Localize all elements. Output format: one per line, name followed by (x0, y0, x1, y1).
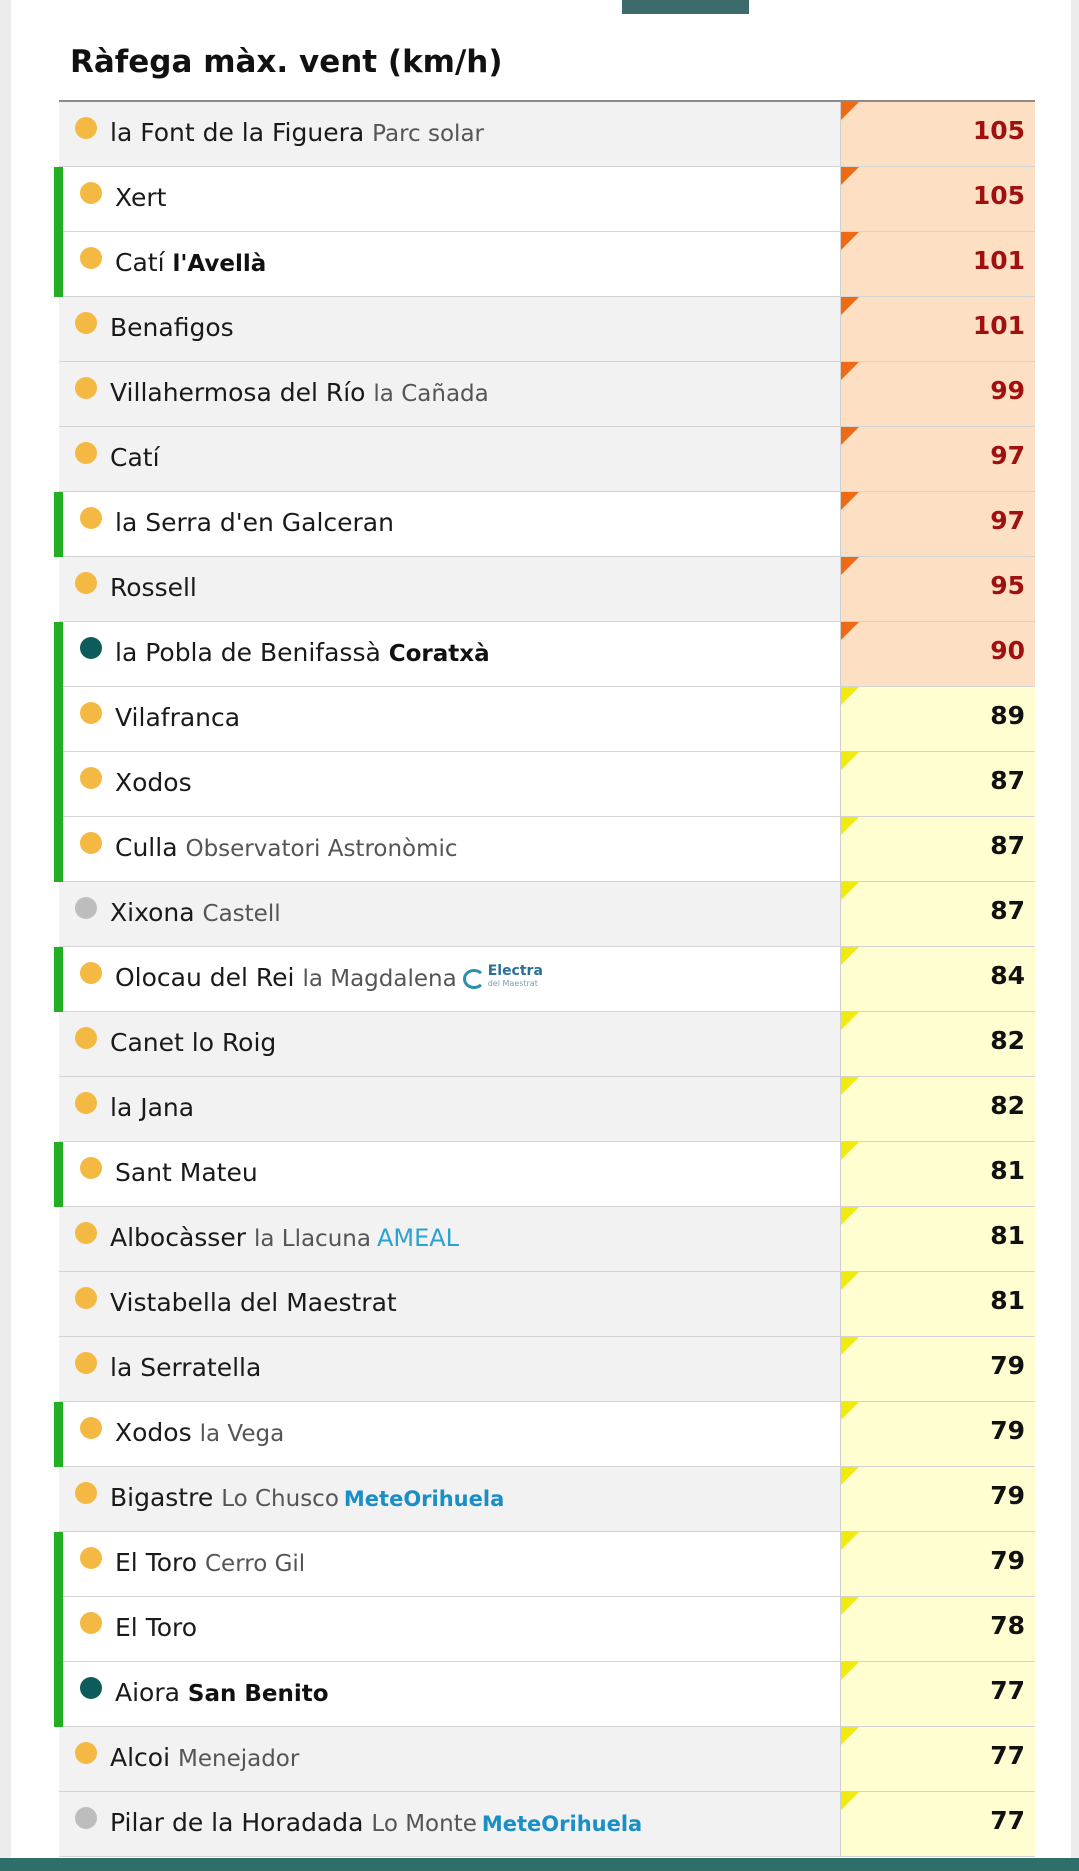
station-name: Sant Mateu (115, 1158, 258, 1187)
station-label[interactable] (110, 378, 489, 407)
station-cell (59, 1077, 841, 1141)
table-row[interactable] (59, 1402, 1035, 1467)
value-cell (841, 947, 1035, 1011)
status-dot-icon (80, 1547, 102, 1569)
page-frame-left (0, 0, 11, 1871)
value-cell (841, 1662, 1035, 1726)
value-cell (841, 167, 1035, 231)
station-label[interactable] (110, 1743, 299, 1772)
gust-value: 87 (990, 896, 1025, 925)
gust-value: 79 (990, 1351, 1025, 1380)
wind-gust-table (59, 100, 1035, 1857)
flag-icon (841, 297, 859, 315)
flag-icon (841, 1337, 859, 1355)
station-label[interactable] (115, 963, 549, 992)
station-name: El Toro (115, 1613, 198, 1642)
status-dot-icon (75, 117, 97, 139)
value-cell (841, 362, 1035, 426)
value-cell (841, 817, 1035, 881)
table-row[interactable] (59, 1142, 1035, 1207)
page-frame-right (1071, 0, 1079, 1871)
gust-value: 105 (972, 116, 1025, 145)
value-cell (841, 492, 1035, 556)
station-name: El Toro (115, 1548, 198, 1577)
station-sub: la Llacuna (253, 1226, 371, 1252)
table-row[interactable] (59, 1337, 1035, 1402)
flag-icon (841, 1142, 859, 1160)
table-row[interactable] (59, 427, 1035, 492)
station-name: Villahermosa del Río (110, 378, 366, 407)
station-name: Albocàsser (110, 1223, 246, 1252)
table-row[interactable] (59, 947, 1035, 1012)
status-dot-icon (80, 247, 102, 269)
station-cell (59, 1337, 841, 1401)
station-name: Olocau del Rei (115, 963, 295, 992)
flag-icon (841, 167, 859, 185)
status-dot-icon (80, 767, 102, 789)
gust-value: 87 (990, 766, 1025, 795)
value-cell (841, 687, 1035, 751)
gust-value: 79 (990, 1546, 1025, 1575)
table-row[interactable] (59, 1467, 1035, 1532)
station-label[interactable] (115, 703, 240, 732)
table-row[interactable] (59, 882, 1035, 947)
status-dot-icon (80, 832, 102, 854)
value-cell (841, 1727, 1035, 1791)
station-label[interactable] (110, 1288, 397, 1317)
flag-icon (841, 1272, 859, 1290)
status-dot-icon (75, 1482, 97, 1504)
status-dot-icon (75, 1742, 97, 1764)
station-cell (59, 102, 841, 166)
status-dot-icon (80, 1417, 102, 1439)
station-label[interactable] (110, 1353, 261, 1382)
gust-value: 77 (990, 1741, 1025, 1770)
table-row[interactable] (59, 557, 1035, 622)
gust-value: 79 (990, 1481, 1025, 1510)
flag-icon (841, 687, 859, 705)
value-cell (841, 1272, 1035, 1336)
flag-icon (841, 1012, 859, 1030)
value-cell (841, 427, 1035, 491)
gust-value: 105 (972, 181, 1025, 210)
value-cell (841, 557, 1035, 621)
status-dot-icon (75, 442, 97, 464)
flag-icon (841, 1662, 859, 1680)
station-label[interactable] (115, 1418, 284, 1447)
value-cell (841, 1077, 1035, 1141)
flag-icon (841, 1467, 859, 1485)
station-cell (59, 1207, 841, 1271)
station-name: Catí (115, 248, 165, 277)
table-row[interactable] (59, 1532, 1035, 1597)
value-cell (841, 1792, 1035, 1856)
status-dot-icon (80, 962, 102, 984)
gust-value: 95 (990, 571, 1025, 600)
station-cell (59, 1532, 841, 1596)
flag-icon (841, 492, 859, 510)
station-label[interactable] (115, 248, 266, 277)
status-dot-icon (75, 1287, 97, 1309)
gust-value: 77 (990, 1806, 1025, 1835)
status-dot-icon (80, 637, 102, 659)
station-label[interactable] (115, 1678, 329, 1707)
flag-icon (841, 1207, 859, 1225)
flag-icon (841, 947, 859, 965)
table-row[interactable] (59, 1272, 1035, 1337)
station-name: la Pobla de Benifassà (115, 638, 381, 667)
gust-value: 81 (990, 1156, 1025, 1185)
table-row[interactable] (59, 622, 1035, 687)
electra-logo-text: Electra (487, 963, 543, 979)
table-row[interactable] (59, 752, 1035, 817)
status-dot-icon (75, 897, 97, 919)
active-tab-indicator[interactable] (622, 0, 749, 14)
station-name: Culla (115, 833, 178, 862)
station-name: Xixona (110, 898, 195, 927)
station-label[interactable] (110, 1093, 194, 1122)
station-label[interactable] (110, 1028, 276, 1057)
flag-icon (841, 1077, 859, 1095)
station-cell (59, 1402, 841, 1466)
station-cell (59, 1727, 841, 1791)
station-sub: Lo Chusco (221, 1486, 339, 1512)
station-label[interactable] (110, 313, 234, 342)
value-cell (841, 1207, 1035, 1271)
flag-icon (841, 752, 859, 770)
station-cell (59, 1012, 841, 1076)
status-dot-icon (80, 1157, 102, 1179)
flag-icon (841, 1532, 859, 1550)
station-sub: Menejador (178, 1746, 300, 1772)
status-dot-icon (75, 1222, 97, 1244)
table-row[interactable] (59, 1662, 1035, 1727)
bottom-navigation-bar (0, 1858, 1079, 1871)
meteorihuela-logo[interactable]: MeteOrihuela (343, 1487, 505, 1511)
status-dot-icon (80, 702, 102, 724)
table-row[interactable] (59, 1012, 1035, 1077)
gust-value: 81 (990, 1221, 1025, 1250)
station-cell (59, 1467, 841, 1531)
station-cell (59, 362, 841, 426)
station-name: Vistabella del Maestrat (110, 1288, 397, 1317)
status-dot-icon (75, 1027, 97, 1049)
station-name: Alcoi (110, 1743, 171, 1772)
value-cell (841, 882, 1035, 946)
station-name: Xodos (115, 768, 192, 797)
table-row[interactable] (59, 1077, 1035, 1142)
gust-value: 82 (990, 1091, 1025, 1120)
gust-value: 82 (990, 1026, 1025, 1055)
flag-icon (841, 232, 859, 250)
table-row[interactable] (59, 102, 1035, 167)
station-cell (59, 297, 841, 361)
station-sub: Castell (202, 901, 281, 927)
station-cell (59, 622, 841, 686)
flag-icon (841, 557, 859, 575)
status-dot-icon (80, 507, 102, 529)
table-row[interactable] (59, 232, 1035, 297)
value-cell (841, 297, 1035, 361)
station-label[interactable] (110, 118, 484, 147)
station-name: Canet lo Roig (110, 1028, 277, 1057)
electra-logo-icon (463, 969, 485, 989)
station-name: Xodos (115, 1418, 192, 1447)
station-sub: l'Avellà (172, 251, 267, 277)
station-name: Bigastre (110, 1483, 214, 1512)
station-sub: la Magdalena (302, 966, 457, 992)
gust-value: 97 (990, 506, 1025, 535)
station-cell (59, 232, 841, 296)
station-cell (59, 687, 841, 751)
station-cell (59, 1597, 841, 1661)
station-name: Pilar de la Horadada (110, 1808, 364, 1837)
value-cell (841, 752, 1035, 816)
station-cell (59, 427, 841, 491)
station-label[interactable] (115, 508, 394, 537)
station-name: Vilafranca (115, 703, 241, 732)
station-cell (59, 1272, 841, 1336)
value-cell (841, 1337, 1035, 1401)
gust-value: 101 (972, 311, 1025, 340)
table-row[interactable] (59, 492, 1035, 557)
table-row[interactable] (59, 1597, 1035, 1662)
station-cell (59, 167, 841, 231)
gust-value: 89 (990, 701, 1025, 730)
status-dot-icon (75, 1807, 97, 1829)
station-cell (59, 817, 841, 881)
station-sub: Observatori Astronòmic (185, 836, 458, 862)
table-row[interactable] (59, 1727, 1035, 1792)
station-sub: la Cañada (373, 381, 489, 407)
status-dot-icon (80, 182, 102, 204)
status-dot-icon (75, 312, 97, 334)
station-label[interactable] (115, 183, 166, 212)
value-cell (841, 1012, 1035, 1076)
status-dot-icon (75, 377, 97, 399)
station-cell (59, 1142, 841, 1206)
station-name: Xert (115, 183, 167, 212)
ameal-logo[interactable]: AMEAL (376, 1224, 460, 1252)
station-label[interactable] (115, 638, 490, 667)
flag-icon (841, 1597, 859, 1615)
flag-icon (841, 817, 859, 835)
station-name: la Serra d'en Galceran (115, 508, 394, 537)
station-label[interactable] (110, 1223, 459, 1252)
value-cell (841, 1402, 1035, 1466)
station-label[interactable] (115, 833, 458, 862)
value-cell (841, 622, 1035, 686)
station-sub: San Benito (187, 1681, 329, 1707)
table-title: Ràfega màx. vent (km/h) (70, 44, 503, 80)
gust-value: 79 (990, 1416, 1025, 1445)
status-dot-icon (75, 1092, 97, 1114)
table-row[interactable] (59, 362, 1035, 427)
station-label[interactable] (110, 443, 160, 472)
table-row[interactable] (59, 297, 1035, 362)
station-name: la Serratella (110, 1353, 262, 1382)
station-label[interactable] (115, 1548, 305, 1577)
meteorihuela-logo[interactable]: MeteOrihuela (481, 1812, 643, 1836)
status-dot-icon (75, 1352, 97, 1374)
flag-icon (841, 362, 859, 380)
station-cell (59, 1792, 841, 1856)
table-row[interactable] (59, 687, 1035, 752)
station-label[interactable] (115, 1158, 258, 1187)
station-sub: Lo Monte (371, 1811, 477, 1837)
value-cell (841, 1532, 1035, 1596)
station-cell (59, 557, 841, 621)
value-cell (841, 1467, 1035, 1531)
value-cell (841, 1597, 1035, 1661)
value-cell (841, 102, 1035, 166)
station-label[interactable] (115, 768, 192, 797)
flag-icon (841, 1402, 859, 1420)
gust-value: 97 (990, 441, 1025, 470)
station-label[interactable] (110, 898, 281, 927)
gust-value: 99 (990, 376, 1025, 405)
flag-icon (841, 1792, 859, 1810)
station-name: la Font de la Figuera (110, 118, 365, 147)
gust-value: 77 (990, 1676, 1025, 1705)
electra-logo-subtext: del Maestrat (487, 979, 538, 988)
gust-value: 87 (990, 831, 1025, 860)
value-cell (841, 1142, 1035, 1206)
status-dot-icon (80, 1677, 102, 1699)
table-row[interactable] (59, 817, 1035, 882)
flag-icon (841, 622, 859, 640)
table-row[interactable] (59, 1792, 1035, 1857)
table-row[interactable] (59, 167, 1035, 232)
station-label[interactable] (110, 573, 197, 602)
gust-value: 90 (990, 636, 1025, 665)
gust-value: 84 (990, 961, 1025, 990)
flag-icon (841, 427, 859, 445)
station-label[interactable] (110, 1483, 504, 1512)
station-label[interactable] (110, 1808, 642, 1837)
electra-logo[interactable] (463, 963, 549, 992)
gust-value: 101 (972, 246, 1025, 275)
flag-icon (841, 1727, 859, 1745)
flag-icon (841, 102, 859, 120)
table-row[interactable] (59, 1207, 1035, 1272)
station-name: Rossell (110, 573, 197, 602)
station-name: la Jana (110, 1093, 195, 1122)
station-sub: Cerro Gil (204, 1551, 306, 1577)
flag-icon (841, 882, 859, 900)
station-name: Benafigos (110, 313, 234, 342)
gust-value: 78 (990, 1611, 1025, 1640)
station-name: Catí (110, 443, 160, 472)
station-sub: Coratxà (388, 641, 490, 667)
station-cell (59, 1662, 841, 1726)
station-cell (59, 947, 841, 1011)
station-sub: Parc solar (372, 121, 484, 147)
status-dot-icon (80, 1612, 102, 1634)
station-cell (59, 752, 841, 816)
station-cell (59, 492, 841, 556)
station-cell (59, 882, 841, 946)
gust-value: 81 (990, 1286, 1025, 1315)
station-sub: la Vega (199, 1421, 285, 1447)
value-cell (841, 232, 1035, 296)
station-label[interactable] (115, 1613, 197, 1642)
status-dot-icon (75, 572, 97, 594)
station-name: Aiora (115, 1678, 180, 1707)
